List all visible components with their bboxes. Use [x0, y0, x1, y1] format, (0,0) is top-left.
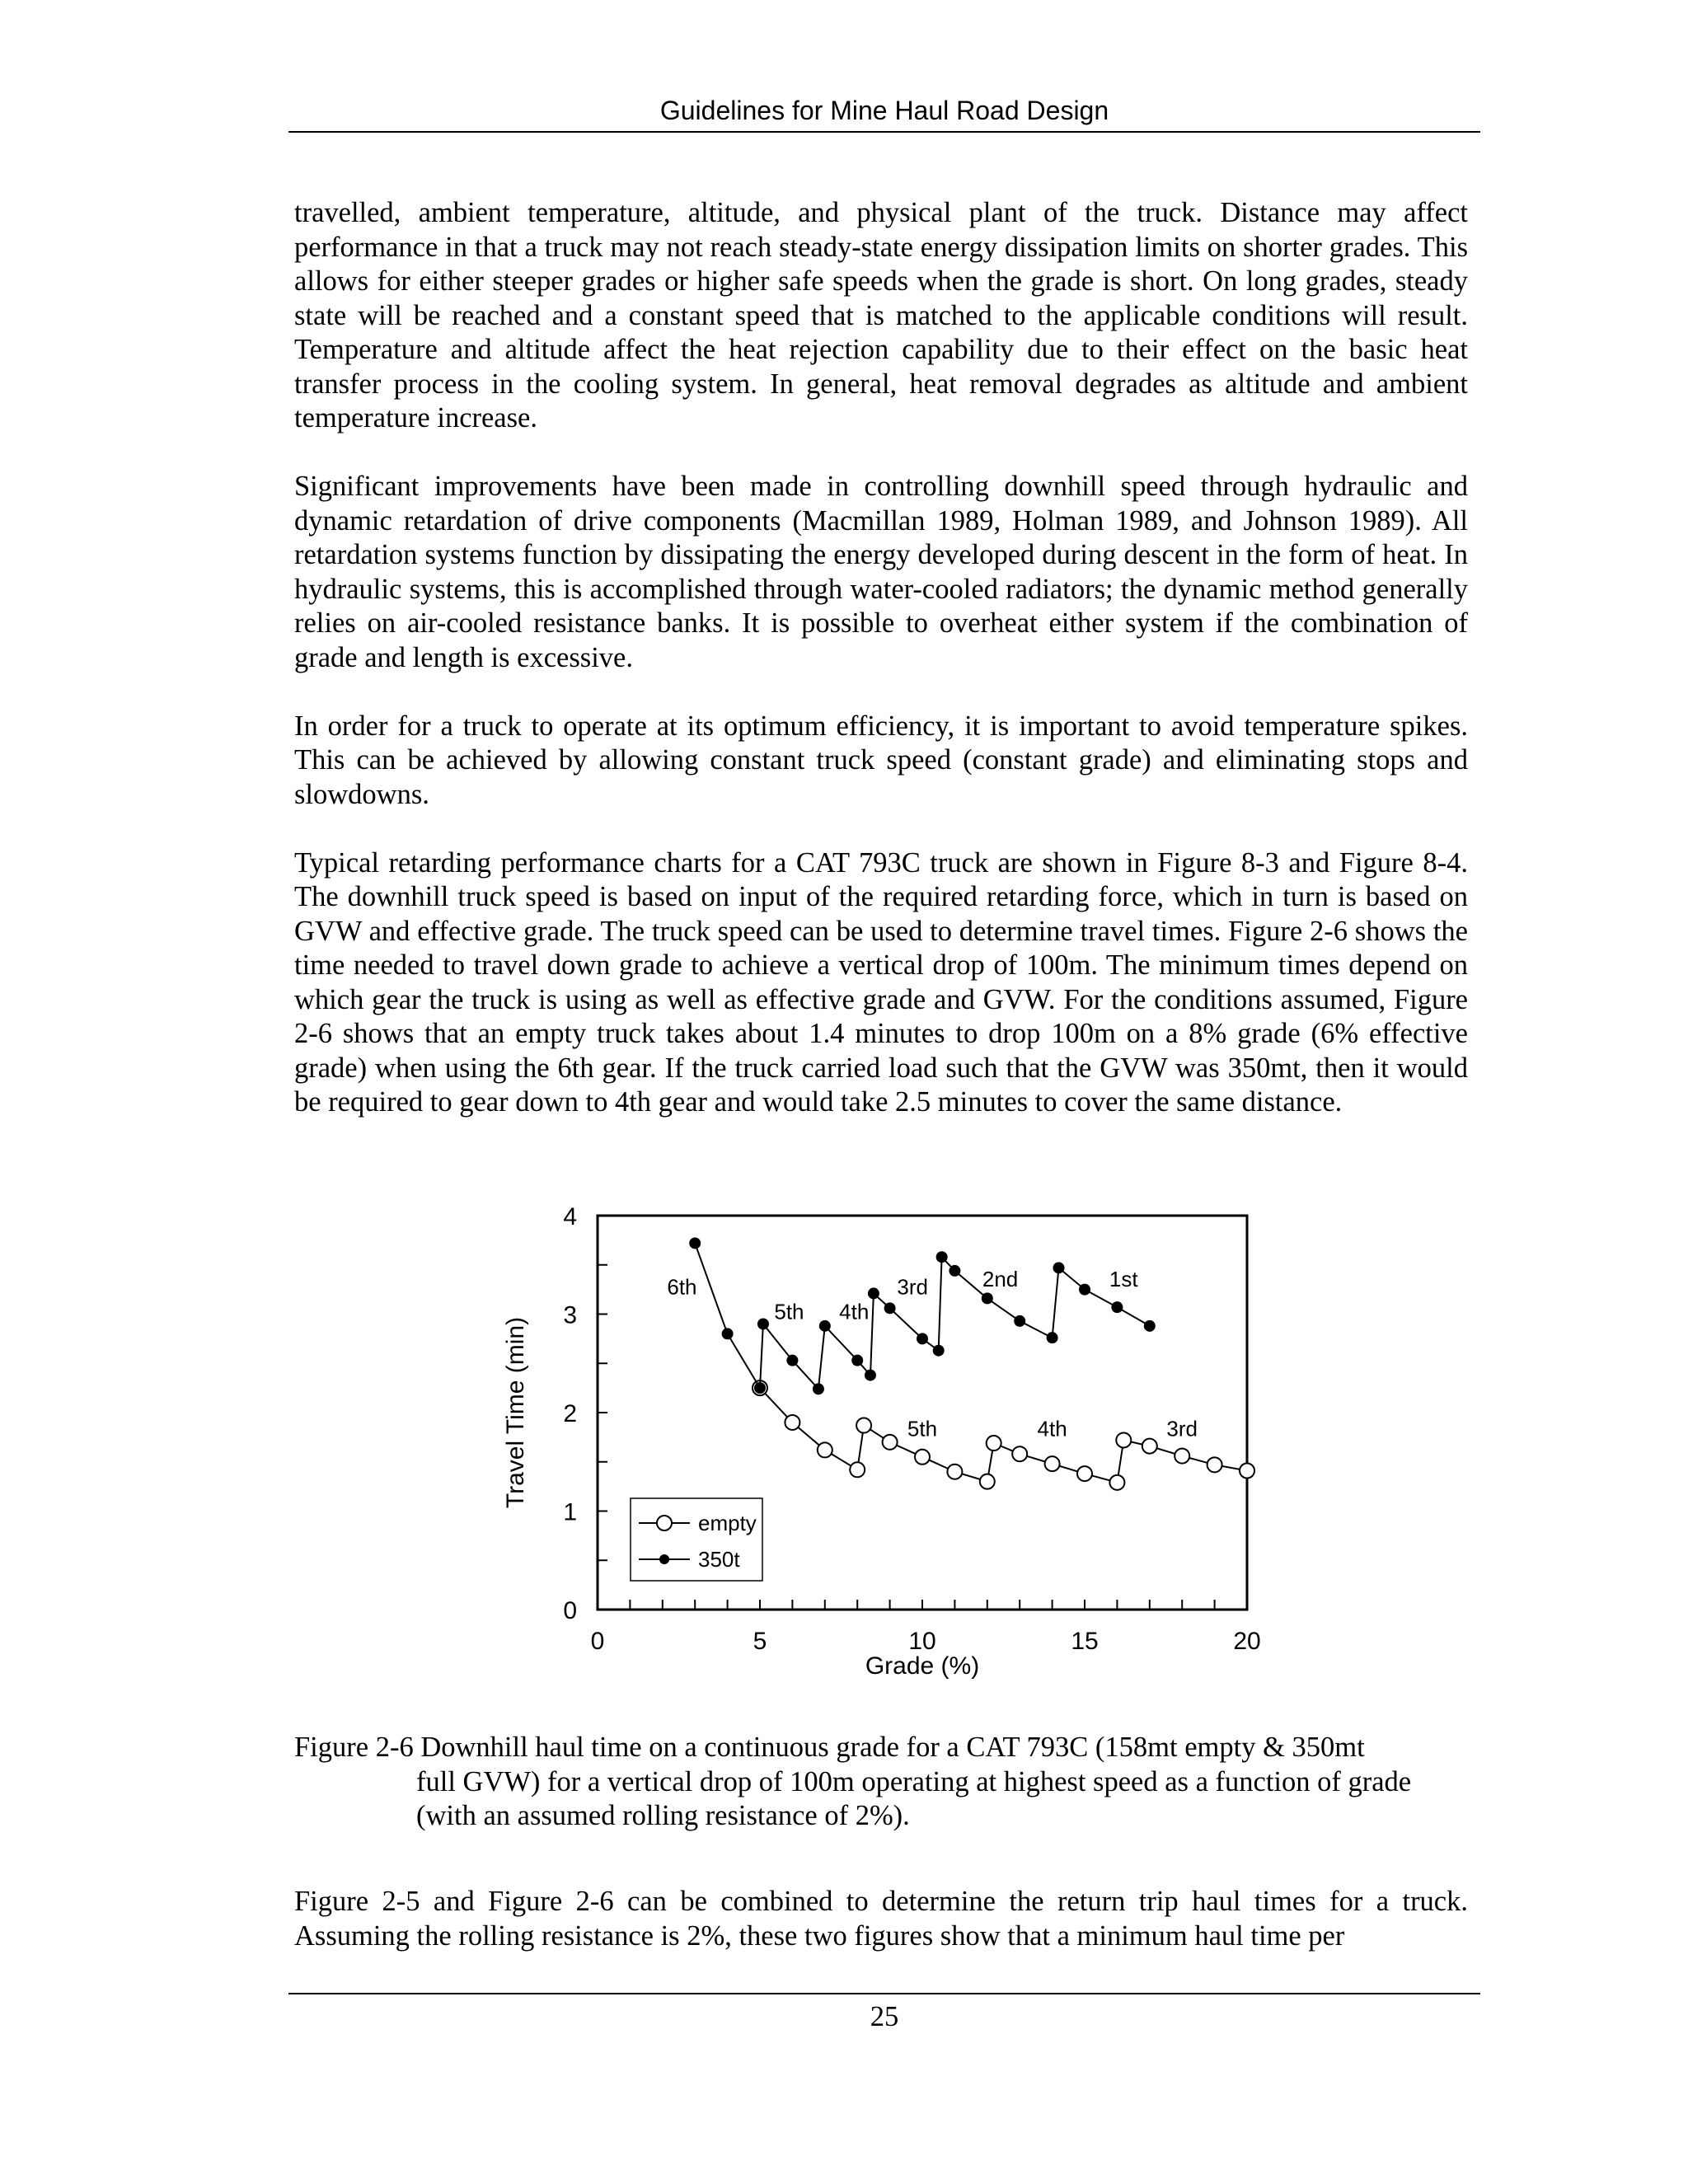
data-point-350t	[757, 1318, 769, 1329]
data-point-empty	[1175, 1449, 1189, 1464]
paragraph: travelled, ambient temperature, altitude, and physical plant of the truck. Distance may affect performance in that a truck may not reach steady-state energy dissipation limits on shorter grades. This allows for either steeper grades or higher safe speeds when the grade is short. On long grades, steady state will be reached and a constant speed that is matched to the applicable conditions will result. Temperature and altitude affect the heat rejection capability due to their effect on the basic heat transfer process in the cooling system. In general, heat removal degrades as altitude and ambient temperature increase.	[294, 197, 1468, 434]
data-point-350t	[786, 1355, 798, 1366]
data-point-empty	[1116, 1432, 1131, 1447]
y-tick-label: 0	[563, 1597, 577, 1624]
data-point-350t	[868, 1287, 879, 1299]
data-point-350t	[722, 1328, 734, 1339]
y-tick-label: 2	[563, 1400, 577, 1427]
x-tick-label: 0	[590, 1628, 605, 1655]
series-line-350t	[695, 1244, 1150, 1390]
data-point-350t	[1047, 1332, 1058, 1343]
data-point-empty	[947, 1465, 962, 1479]
legend-label-empty: empty	[698, 1511, 757, 1535]
y-tick-label: 1	[563, 1498, 577, 1526]
data-point-empty	[980, 1474, 995, 1489]
gear-annotation: 5th	[774, 1299, 804, 1324]
gear-annotation: 4th	[1037, 1416, 1067, 1441]
legend-marker-350t	[659, 1554, 669, 1564]
data-point-350t	[1144, 1320, 1156, 1332]
data-point-350t	[1014, 1315, 1025, 1327]
data-point-empty	[856, 1418, 871, 1433]
data-point-350t	[1111, 1301, 1123, 1313]
header-rule	[288, 131, 1480, 133]
data-point-350t	[884, 1302, 896, 1314]
x-tick-label: 15	[1071, 1628, 1099, 1655]
closing-text	[294, 1885, 1468, 1988]
data-point-350t	[1053, 1262, 1064, 1273]
data-point-empty	[883, 1435, 898, 1450]
figure-2-6-chart	[486, 1187, 1286, 1698]
data-point-empty	[850, 1462, 865, 1477]
data-point-350t	[754, 1382, 766, 1394]
page-number: 25	[870, 2001, 899, 2032]
gear-annotation: 2nd	[982, 1267, 1019, 1292]
data-point-350t	[819, 1320, 831, 1332]
x-axis-label: Grade (%)	[865, 1652, 980, 1680]
paragraph: Figure 2-5 and Figure 2-6 can be combined to determine the return trip haul times for a truck. Assuming the rolling resistance is 2%, these two figures show that a minimum haul time per	[294, 1886, 1468, 1952]
data-point-empty	[785, 1415, 799, 1430]
data-point-empty	[1045, 1456, 1060, 1471]
data-point-350t	[865, 1370, 876, 1381]
x-tick-label: 5	[753, 1628, 767, 1655]
y-tick-label: 4	[563, 1203, 577, 1230]
legend-label-350t: 350t	[698, 1547, 740, 1572]
data-point-empty	[1012, 1446, 1027, 1461]
data-point-350t	[949, 1265, 960, 1277]
x-tick-label: 10	[908, 1628, 936, 1655]
paragraph: Significant improvements have been made in controlling downhill speed through hydraulic and dynamic retardation of drive components (Macmillan 1989, Holman 1989, and Johnson 1989). All retardation systems function by dissipating the energy developed during descent in the form of heat. In hydraulic systems, this is accomplished through water-cooled radiators; the dynamic method generally relies on air-cooled resistance banks. It is possible to overheat either system if the combination of grade and length is excessive.	[294, 471, 1468, 673]
data-point-350t	[982, 1292, 993, 1304]
legend-marker-empty	[657, 1516, 672, 1530]
caption-continuation: full GVW) for a vertical drop of 100m operating at highest speed as a function of grade (with an assumed rolling resistance of 2%).	[416, 1765, 1412, 1831]
figure-caption	[294, 1731, 1468, 1834]
data-point-empty	[1207, 1457, 1222, 1472]
gear-annotation: 3rd	[897, 1274, 928, 1300]
data-point-350t	[851, 1355, 863, 1366]
gear-annotation: 5th	[907, 1416, 938, 1441]
running-header: Guidelines for Mine Haul Road Design	[659, 96, 1109, 125]
data-point-350t	[933, 1345, 945, 1357]
gear-annotation: 4th	[839, 1299, 870, 1324]
paragraph: In order for a truck to operate at its optimum efficiency, it is important to avoid temperature spikes. This can be achieved by allowing constant truck speed (constant grade) and eliminating stops and slowdowns.	[294, 710, 1468, 810]
data-point-empty	[1077, 1466, 1092, 1481]
data-point-empty	[1240, 1464, 1254, 1479]
body-text	[294, 196, 1468, 1154]
data-point-350t	[936, 1251, 948, 1263]
gear-annotation: 6th	[667, 1274, 697, 1300]
gear-annotation: 1st	[1109, 1267, 1138, 1292]
x-tick-label: 20	[1233, 1628, 1261, 1655]
data-point-350t	[689, 1237, 701, 1249]
gear-annotation: 3rd	[1166, 1416, 1198, 1441]
data-point-empty	[818, 1442, 832, 1457]
data-point-empty	[987, 1436, 1001, 1451]
caption-first-line: Figure 2-6 Downhill haul time on a continuous grade for a CAT 793C (158mt empty & 350mt	[294, 1732, 1365, 1763]
data-point-350t	[1079, 1284, 1090, 1296]
data-point-empty	[915, 1450, 930, 1465]
paragraph: Typical retarding performance charts for a CAT 793C truck are shown in Figure 8-3 and Figure 8-4. The downhill truck speed is based on input of the required retarding force, which in turn is based on GVW and effective grade. The truck speed can be used to determine travel times. Figure 2-6 shows the time needed to travel down grade to achieve a vertical drop of 100m. The minimum times depend on which gear the truck is using as well as effective grade and GVW. For the conditions assumed, Figure 2-6 shows that an empty truck takes about 1.4 minutes to drop 100m on a 8% grade (6% effective grade) when using the 6th gear. If the truck carried load such that the GVW was 350mt, then it would be required to gear down to 4th gear and would take 2.5 minutes to cover the same distance.	[294, 846, 1468, 1118]
data-point-empty	[1142, 1439, 1157, 1454]
data-point-empty	[1109, 1475, 1124, 1490]
footer-rule	[288, 1993, 1480, 1994]
data-point-350t	[813, 1383, 824, 1394]
data-point-350t	[917, 1333, 928, 1344]
y-axis-label: Travel Time (min)	[502, 1316, 529, 1509]
y-tick-label: 3	[563, 1301, 577, 1329]
